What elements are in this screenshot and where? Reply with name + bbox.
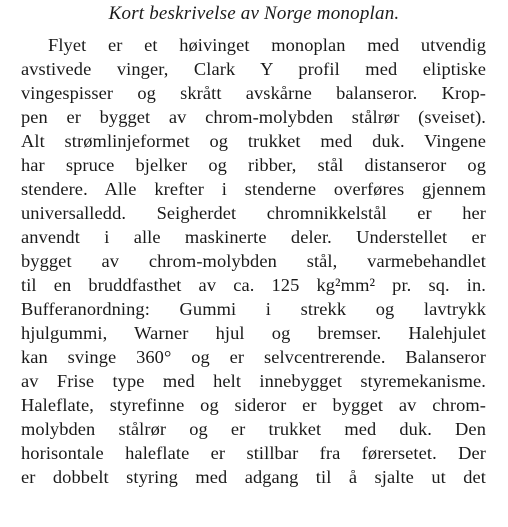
text-line: anvendt i alle maskinerte deler. Understellet er (21, 227, 486, 247)
text-line: pen er bygget av chrom-molybden stålrør (sveiset). (21, 107, 486, 127)
text-line: hjulgummi, Warner hjul og bremser. Halehjulet (21, 323, 486, 343)
page-title: Kort beskrivelse av Norge monoplan. (108, 3, 400, 24)
text-line: Haleflate, styrefinne og sideror er bygget av chrom- (21, 395, 486, 415)
text-line: vingespisser og skrått avskårne balanseror. Krop- (21, 83, 486, 103)
text-line: kan svinge 360° og er selvcentrerende. Balanseror (21, 347, 486, 367)
text-line: horisontale haleflate er stillbar fra førersetet. Der (21, 443, 486, 463)
text-line: Bufferanordning: Gummi i strekk og lavtrykk (21, 299, 486, 319)
text-line: er dobbelt styring med adgang til å sjalte ut det (21, 467, 486, 487)
text-line: universalledd. Seigherdet chromnikkelstål er her (21, 203, 486, 223)
text-line: bygget av chrom-molybden stål, varmebehandlet (21, 251, 486, 271)
text-line: molybden stålrør og er trukket med duk. Den (21, 419, 486, 439)
text-line: til en bruddfasthet av ca. 125 kg²mm² pr. sq. in. (21, 275, 486, 295)
text-line: har spruce bjelker og ribber, stål distanseror og (21, 155, 486, 175)
text-line: avstivede vinger, Clark Y profil med eliptiske (21, 59, 486, 79)
text-line: Alt strømlinjeformet og trukket med duk. Vingene (21, 131, 486, 151)
text-line: stendere. Alle krefter i stenderne overføres gjennem (21, 179, 486, 199)
text-line: Flyet er et høivinget monoplan med utvendig (48, 35, 486, 55)
text-line: av Frise type med helt innebygget styremekanisme. (21, 371, 486, 391)
